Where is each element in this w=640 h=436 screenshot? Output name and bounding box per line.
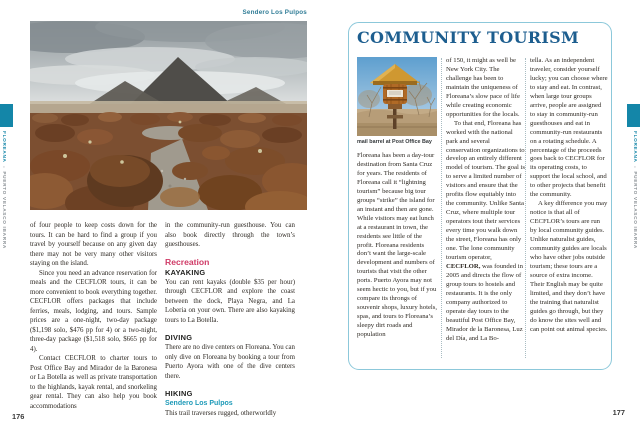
tab-separator: ▪ (633, 164, 637, 170)
trail-name-link: Sendero Los Pulpos (165, 400, 233, 407)
tab-region-label: FLOREANA (633, 131, 638, 163)
paragraph: Contact CECFLOR to charter tours to Post Office Bay and Mirador de la Baronesa or La Botella as well as private transportation to the highlands, kayak rental, and snorkeling gear rental. They can also help you book accommodations (30, 355, 157, 410)
paragraph (446, 120, 525, 344)
page-edge-tab-left (0, 104, 13, 127)
photo-caption: Sendero Los Pulpos (242, 9, 307, 16)
sidebar-column-3 (530, 57, 608, 335)
kayaking-heading: KAYAKING (165, 267, 206, 277)
sidebar-column-1 (357, 152, 439, 340)
column-divider (441, 58, 442, 358)
paragraph-text: To that end, Floreana has worked with the national park and several conservation organizations to develop an entirely different model of tourism. The goal is to serve a limited number of visitors and ensure that the profits flow equitably into the community. Unlike Santa Cruz, where multiple tour operators tout their services every time you walk down the street, Floreana has only one. The lone community tourism operator, (446, 119, 526, 261)
hiking-paragraph: This trail traverses rugged, otherworldly (165, 410, 277, 417)
mail-barrel-photo (357, 57, 437, 136)
left-edge-tab-text (2, 131, 7, 249)
operator-name: CECFLOR, (446, 262, 481, 270)
mail-barrel-caption: mail barrel at Post Office Bay (357, 139, 432, 145)
body-column-1 (30, 221, 157, 411)
page-edge-tab-right (627, 104, 640, 127)
body-column-2 (165, 221, 295, 419)
page-number-right: 177 (612, 408, 625, 417)
recreation-heading: Recreation (165, 256, 210, 267)
sidebar-title: COMMUNITY TOURISM (357, 28, 579, 47)
mail-barrel-illustration (357, 57, 437, 136)
sidebar-column-2 (446, 57, 525, 344)
volcanic-landscape-illustration (30, 21, 307, 210)
paragraph: of 150, it might as well be New York City. The challenge has been to maintain the uniqueness of Floreana’s slow pace of life while creating economic opportunities for the locals. (446, 57, 520, 118)
landscape-photo (30, 21, 307, 210)
tab-area-label: PUERTO VELASCO IBARRA (2, 171, 7, 249)
kayaking-paragraph: You can rent kayaks (double $35 per hour) through CECFLOR and explore the coast between the dock, Playa Negra, and La Loberia on your own. There are also kayaking tours to La Botella. (165, 278, 295, 324)
diving-heading: DIVING (165, 333, 193, 342)
diving-paragraph: There are no dive centers on Floreana. You can only dive on Floreana by booking a tour from Puerto Ayora with one of the dive centers there. (165, 344, 295, 380)
paragraph: in the community-run guesthouse. You can also book directly through the town’s guesthouses. (165, 222, 295, 248)
paragraph: of four people to keep costs down for the tours. It can be hard to find a group if you travel by yourself because on any given day there may not be very many other visitors staying on the island. (30, 222, 157, 267)
hiking-heading: HIKING (165, 389, 193, 398)
tab-area-label: PUERTO VELASCO IBARRA (633, 171, 638, 249)
page-number-left: 176 (12, 412, 25, 421)
column-divider (525, 58, 526, 358)
paragraph: tella. As an independent traveler, consider yourself lucky; you can choose where to stay and eat. In contrast, when large tour groups arrive, people are assigned to stay in community-run guesthouses and eat in community-run restaurants on a rotating schedule. A percentage of the proceeds goes back to CECFLOR for its operating costs, to support the local school, and to other projects that benefit the community. (530, 57, 608, 199)
paragraph: Since you need an advance reservation for meals and the CECFLOR tours, it can be more convenient to book everything together. CECFLOR offers packages that include ferries, meals, lodging, and tours. Sample prices are a one-night, two-day package ($1,198 solo, $476 pp for 4) or a two-night, three-day package ($1,518 solo, $665 pp for 4). (30, 269, 157, 353)
paragraph-text: was founded in 2005 and directs the flow of group tours to hostels and restaurants. It is the only company authorized to operate day tours to the beautiful Post Office Bay, Mirador de la Baronesa, Luz del Día, and La Bo- (446, 262, 523, 342)
tab-separator: ▪ (2, 164, 6, 170)
paragraph: Floreana has been a day-tour destination from Santa Cruz for years. The residents of Floreana call it “lightning tourism” because big tour groups “strike” the island for an instant and then are gone. While visitors may eat lunch at a restaurant in town, the residents see little of the profit. Floreana residents don’t want the large-scale development and numbers of tourists that visit the other ports. Puerto Ayora may not seem hectic to you, but if you compare its throngs of souvenir shops, luxury hotels, spas, and tours to Floreana’s sleepy dirt roads and population (357, 152, 438, 339)
right-edge-tab-text (633, 131, 638, 249)
tab-region-label: FLOREANA (2, 131, 7, 163)
paragraph: A key difference you may notice is that all of CECFLOR’s tours are run by local community guides. Unlike naturalist guides, community guides are locals who have other jobs outside tourism; these tours are a source of extra income. Their English may be quite limited, and they don’t have the training that naturalist guides go through, but they do know the sites well and can point out animal species. (530, 200, 608, 333)
